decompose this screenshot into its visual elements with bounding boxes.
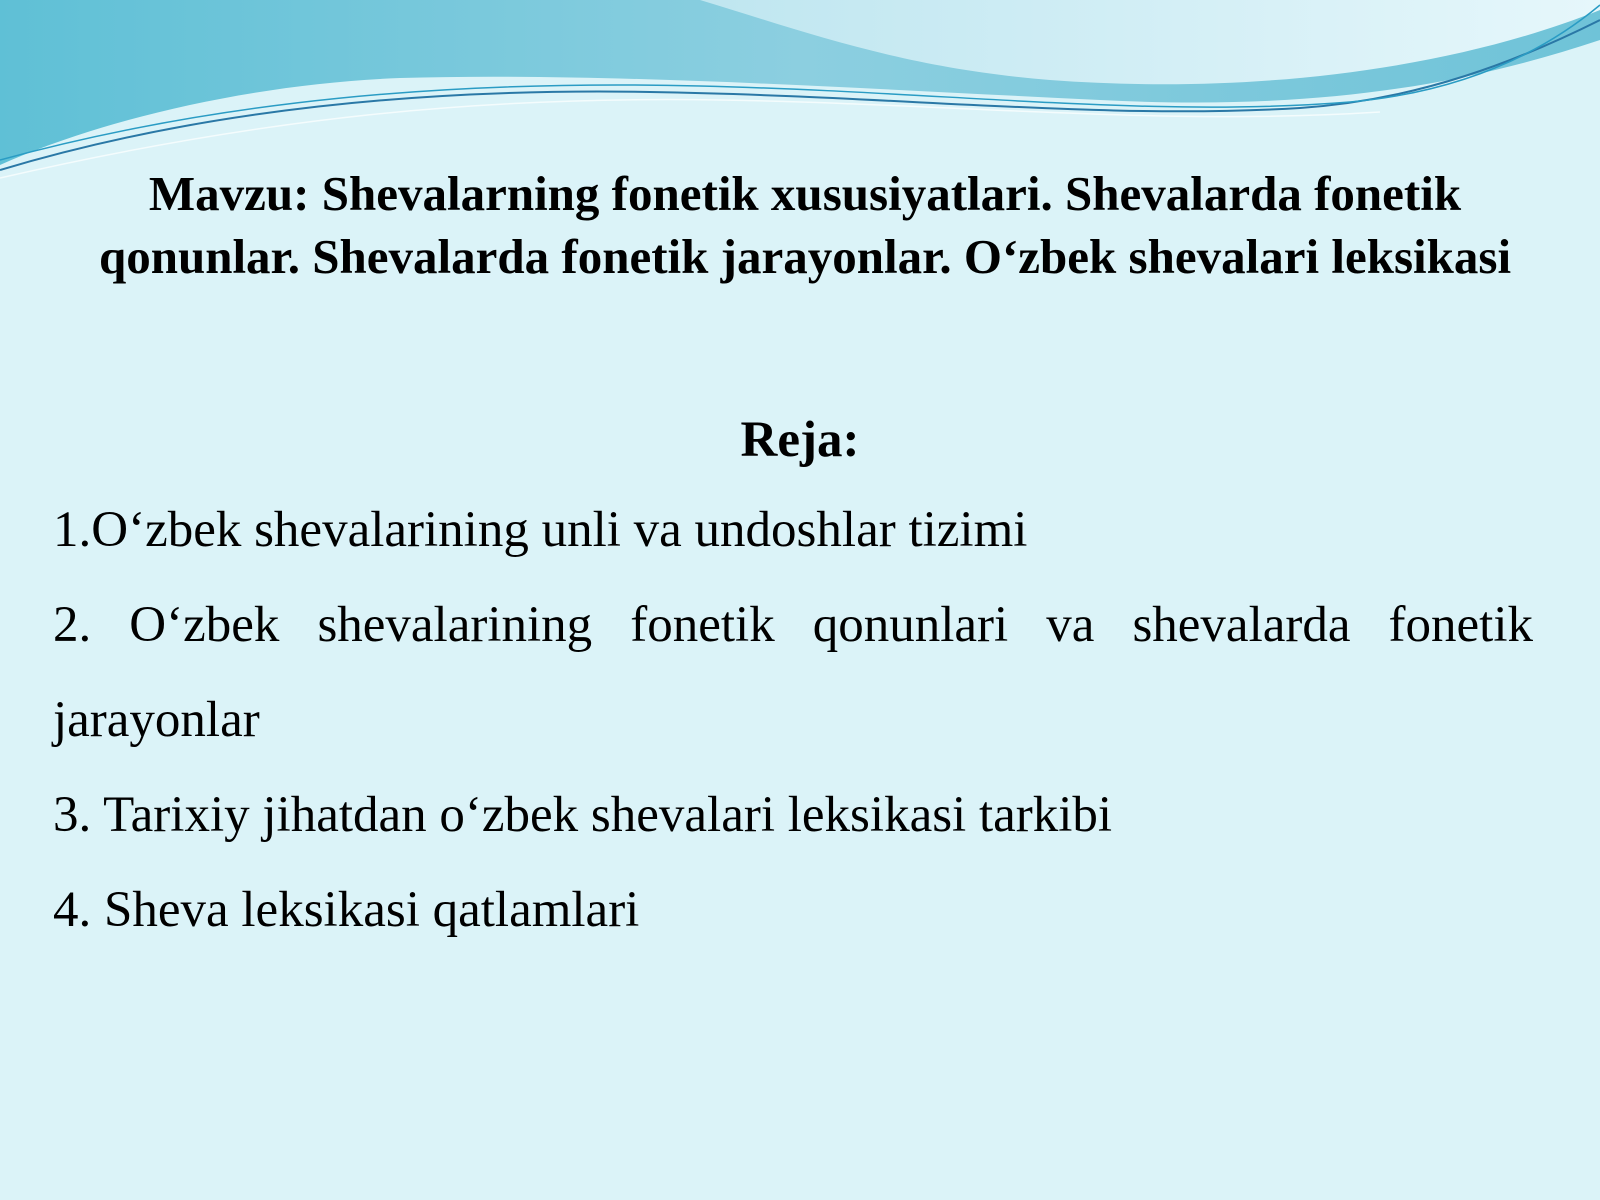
plan-item-1: 1.O‘zbek shevalarining unli va undoshlar tizimi: [53, 502, 1028, 558]
plan-item-3: 3. Tarixiy jihatdan o‘zbek shevalari leksikasi tarkibi: [53, 787, 1113, 843]
plan-item-2: 2. O‘zbek shevalarining fonetik qonunlari va shevalarda fonetik: [53, 597, 1533, 653]
plan-item-2-continued: jarayonlar: [53, 692, 260, 748]
plan-item-4: 4. Sheva leksikasi qatlamlari: [53, 882, 640, 938]
plan-heading: Reja:: [740, 412, 860, 468]
slide-title: Mavzu: Shevalarning fonetik xususiyatlari. Shevalarda fonetik qonunlar. Shevalarda fonetik jarayonlar. O‘zbek shevalari leksikasi: [98, 166, 1512, 284]
